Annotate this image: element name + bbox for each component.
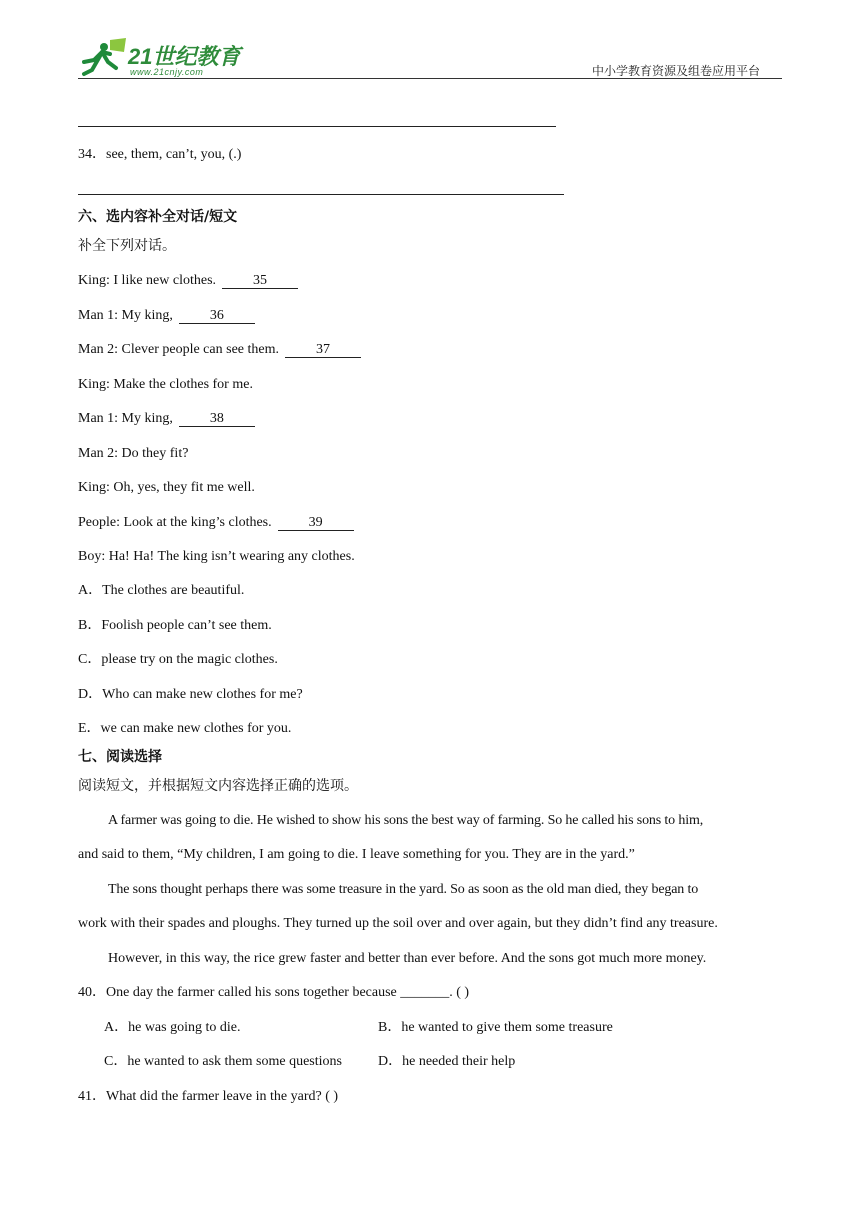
option-e: E．we can make new clothes for you.: [78, 721, 292, 736]
answer-blank-38[interactable]: 38: [179, 411, 255, 427]
passage-line: and said to them, “My children, I am going to die. I leave something for you. They are in the yard.”: [78, 847, 635, 862]
option-d: D．Who can make new clothes for me?: [78, 687, 303, 702]
dialogue-line: [78, 272, 298, 290]
passage-line: A farmer was going to die. He wished to show his sons the best way of farming. So he called his sons to him,: [108, 813, 704, 828]
dialogue-line: [78, 307, 255, 325]
dialogue-line: King: Oh, yes, they fit me well.: [78, 480, 255, 495]
header-divider: [78, 78, 782, 79]
page-header: [0, 0, 860, 80]
dialogue-text: People: Look at the king’s clothes.: [78, 515, 272, 530]
dialogue-text: King: I like new clothes.: [78, 273, 217, 288]
passage-line: work with their spades and ploughs. They turned up the soil over and over again, but they didn’t find any treasure.: [78, 916, 718, 931]
dialogue-line: [78, 410, 255, 428]
question-40: 40．One day the farmer called his sons together because _______. ( ): [78, 985, 470, 1000]
q40-option-b: B．he wanted to give them some treasure: [378, 1020, 613, 1035]
passage-line: However, in this way, the rice grew faster and better than ever before. And the sons got much more money.: [108, 951, 707, 966]
dialogue-line: [78, 514, 354, 532]
runner-logo-icon: [80, 38, 128, 78]
passage-line: The sons thought perhaps there was some treasure in the yard. So as soon as the old man died, they began to: [108, 882, 699, 897]
section-6-title: 六、选内容补全对话/短文: [78, 209, 238, 225]
q40-option-a: A．he was going to die.: [104, 1020, 241, 1035]
dialogue-text: Man 1: My king,: [78, 411, 173, 426]
dialogue-line: [78, 341, 361, 359]
answer-line-34: [78, 194, 564, 195]
logo: [80, 38, 250, 78]
dialogue-text: Man 1: My king,: [78, 308, 173, 323]
answer-blank-36[interactable]: 36: [179, 308, 255, 324]
question-34: 34．see, them, can’t, you, (.): [78, 147, 242, 162]
section-7-instruction: 阅读短文，并根据短文内容选择正确的选项。: [78, 778, 358, 794]
logo-text: 21世纪教育: [128, 44, 241, 69]
answer-blank-37[interactable]: 37: [285, 342, 361, 358]
q40-option-c: C．he wanted to ask them some questions: [104, 1054, 342, 1069]
option-b: B．Foolish people can’t see them.: [78, 618, 272, 633]
option-a: A．The clothes are beautiful.: [78, 583, 245, 598]
option-c: C．please try on the magic clothes.: [78, 652, 278, 667]
section-6-instruction: 补全下列对话。: [78, 238, 176, 254]
dialogue-line: King: Make the clothes for me.: [78, 377, 253, 392]
dialogue-line: Boy: Ha! Ha! The king isn’t wearing any clothes.: [78, 549, 355, 564]
answer-line-33: [78, 126, 556, 127]
header-tagline: 中小学教育资源及组卷应用平台: [592, 64, 761, 78]
answer-blank-35[interactable]: 35: [222, 273, 298, 289]
dialogue-line: Man 2: Do they fit?: [78, 446, 189, 461]
question-41: 41．What did the farmer leave in the yard? ( ): [78, 1089, 339, 1104]
answer-blank-39[interactable]: 39: [278, 515, 354, 531]
section-7-title: 七、阅读选择: [78, 749, 162, 765]
logo-url: www.21cnjy.com: [130, 67, 204, 77]
q40-option-d: D．he needed their help: [378, 1054, 516, 1069]
dialogue-text: Man 2: Clever people can see them.: [78, 342, 279, 357]
